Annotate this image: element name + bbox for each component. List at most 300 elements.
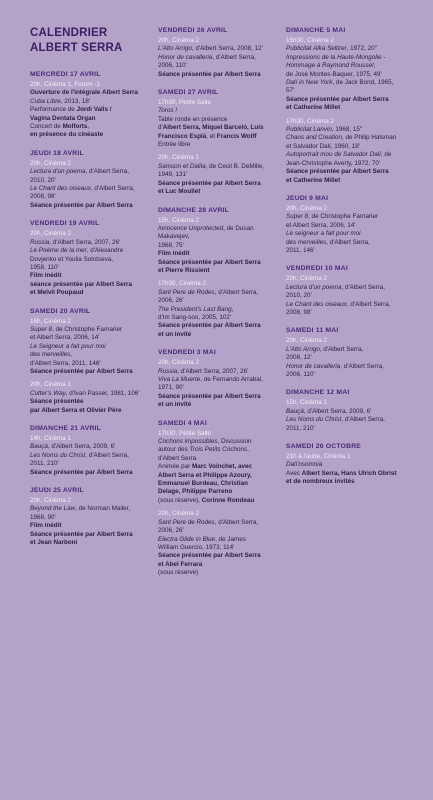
event-date: VENDREDI 19 AVRIL [30,220,100,228]
event-day [158,348,286,409]
screening-line [286,292,414,300]
screening-line [30,368,158,376]
event-day [158,88,286,196]
screening-line [158,171,286,179]
screening-line [30,193,158,201]
screening-line [158,552,286,560]
screening-time-venue: 20h, Cinéma 2 [158,510,199,518]
screening-line [158,289,286,297]
detail-text: , de Cecil B. DeMille, [205,162,265,170]
screening-line [158,527,286,535]
event-day [286,264,414,317]
detail-text: , de Jack Bond, 1965, [332,79,394,87]
detail-text: , d'Alexandre [86,247,124,255]
screening-line [286,96,414,104]
film-title: Honor de cavalleria [286,362,341,370]
detail-text: , de [380,151,392,159]
screening [30,160,158,210]
screening-line [30,539,158,547]
screening [158,510,286,577]
highlight-text: Séance présentée par Albert Serra [30,201,133,209]
highlight-text: Marc Voinchet, avec [191,463,253,471]
screening-time-venue: 20h, Cinéma 2 [286,204,327,212]
screening-time-venue: 15h30, Cinéma 2 [286,37,334,44]
screening-time-venue: 20h, Cinéma 2 [286,337,327,345]
screening-line [286,126,414,134]
event-date: SAMEDI 27 AVRIL [158,89,219,97]
screening-line [158,107,286,115]
screening-line [30,469,158,477]
screening-time-venue: 17h30, Cinéma 2 [158,280,206,288]
screening-line [286,354,414,362]
screening-time-venue: 20h, Cinéma 1, Forum -1 [30,81,100,88]
highlight-text: et Abel Ferrara [158,560,203,568]
event-day [30,307,158,415]
screening-line [30,407,158,415]
screening-line [286,416,414,424]
highlight-text: Séance présentée par Albert Serra [30,530,133,538]
screening [286,453,414,487]
event-day [30,486,158,547]
detail-text: et Albert Serra, 2006, 14' [286,221,356,229]
screening-line [286,371,414,379]
detail-text: et Albert Serra, 2006, 14' [30,334,100,342]
screening-line [286,461,414,469]
screening-time-venue: 15h, Cinéma 1 [286,399,327,407]
film-title: Dalí'nsomnia [286,461,323,469]
screening-line [286,143,414,151]
screening-line [30,522,158,530]
event-day [158,26,286,79]
film-title: Le Poème de la mer [30,247,87,255]
screening-time-venue: 14h, Cinéma 1 [30,435,71,442]
screening [30,81,158,140]
detail-text: 2008, 98' [30,193,56,201]
highlight-text: Vagina Dentata Organ [30,114,96,122]
screening-line [286,160,414,168]
highlight-text: Francis Wolff [216,132,257,140]
film-title: Cochons impossibles [158,438,218,446]
highlight-text: Séance présentée par Albert Serra [158,552,261,560]
detail-text: (sous réserve) [158,569,199,577]
detail-text: , de Christophe Farnarier [52,325,123,333]
highlight-text: Delage, Philippe Parreno [158,488,233,496]
detail-text: , d'Albert Serra, [341,283,386,291]
event-date: SAMEDI 4 MAI [158,419,207,427]
screening-line [30,264,158,272]
screening-time-venue: 20h, Cinéma 1 [30,381,71,389]
highlight-text: Francisco Esplá [158,132,207,140]
screening-line [30,202,158,210]
screening-time-venue: 20h, Cinéma 1 [158,154,199,162]
screening-line [158,463,286,471]
detail-text: de José Montes-Baquer, 1975, 49' [286,70,382,78]
screening-line [158,384,286,392]
screening [158,37,286,79]
screening-line [158,488,286,496]
detail-text: , d'Albert Serra, [326,238,370,246]
highlight-text: par Albert Serra et Olivier Père [30,406,122,414]
screening-line [30,239,158,247]
event-day [30,424,158,477]
screening-line [286,71,414,79]
screening-line [158,267,286,275]
detail-text: , d'Albert Serra, 2009, 6' [303,407,372,415]
film-title: Le Chant des oiseaux [286,300,347,308]
column-events [286,26,414,487]
detail-text: Table ronde en présence [158,115,228,123]
film-title: Samson et Dalila [158,162,206,170]
screening-line [158,306,286,314]
event-date: SAMEDI 20 AVRIL [30,307,91,315]
screening-line [158,368,286,376]
event-date: SAMEDI 11 MAI [286,327,339,335]
screening-time-venue: 15h, Cinéma 2 [158,216,199,224]
screening-line [158,393,286,401]
film-title: Autoportrait mou de Salvador Dalí [286,151,381,159]
film-title: L'Alto Arrigo [158,45,192,53]
screening-line [286,230,414,238]
detail-text: 2010, 20' [286,292,312,300]
screening-line [158,180,286,188]
detail-text: , d'Albert Serra, 2007, 26' [49,238,121,246]
highlight-text: Séance présentée par Albert Serra [30,367,133,375]
event-day [286,388,414,433]
detail-text: William Guercio, 1973, 114' [158,543,235,551]
film-title: des merveilles [30,351,71,359]
screening-line [158,569,286,577]
highlight-text: et Luc Moullet [158,188,201,196]
screening-line [30,256,158,264]
highlight-text: Séance présentée par Albert Serra [158,179,261,187]
event-date: VENDREDI 3 MAI [158,349,216,357]
detail-text: 2008, 12' [286,354,312,362]
screening-line [158,314,286,322]
screening-line [158,225,286,233]
detail-text: 2006, 110' [158,62,187,70]
screening [158,280,286,339]
event-day [286,194,414,255]
event-date: DIMANCHE 12 MAI [286,389,350,397]
event-day [30,149,158,210]
detail-text: 1949, 131' [158,171,188,179]
screening [286,37,414,113]
highlight-text: séance présentée par Albert Serra [30,280,132,288]
calendar-column-2 [158,26,286,587]
event-date: VENDREDI 26 AVRIL [158,27,228,34]
highlight-text: Molforts [62,123,88,131]
screening-time-venue: 16h, Cinéma 2 [30,317,71,325]
screening-line [286,134,414,142]
film-title: Cuba Libre [30,97,61,105]
detail-text: , [231,305,234,313]
detail-text: , de Christophe Farnarier [308,213,379,221]
event-date: SAMEDI 26 OCTOBRE [286,443,362,451]
screening [286,118,414,185]
screening-line [30,326,158,334]
film-title: Innocence Unprotected [158,224,224,232]
highlight-text: Albert Serra, Miquel Barceló, Luis [162,124,264,132]
highlight-text: Film inédit [158,250,190,258]
screening-line [158,497,286,505]
detail-text: , d'Albert Serra, [341,416,385,424]
detail-text: Dovjenko et Youlia Solntseva, [30,255,113,263]
event-day [286,442,414,487]
highlight-text: Albert Serra, Hans Ulrich Obrist [301,469,397,477]
detail-text: , de James [215,535,246,543]
screening-line [158,54,286,62]
detail-text: d'Albert Serra [158,454,197,462]
screening-line [158,259,286,267]
screening-line [286,247,414,255]
screening-line [158,480,286,488]
screening-line [286,346,414,354]
film-title: Russia [158,367,178,375]
film-title: Impressions de la Haute-Mongolie - [286,53,386,61]
screening-line [158,455,286,463]
screening [286,337,414,379]
detail-text: 1958, 110' [30,263,59,271]
highlight-text: Séance présentée par Albert Serra [158,322,261,330]
highlight-text: Séance présentée par Albert Serra [158,258,261,266]
screening-line [30,505,158,513]
film-title: Chaos and Creation [286,134,343,142]
page-title-line: CALENDRIER [30,27,108,39]
detail-text: , de Philip Halsman [342,134,397,142]
screening-line [30,343,158,351]
highlight-text: Film inédit [30,272,62,280]
screening-line [30,106,158,114]
screening [30,230,158,297]
detail-text: , d'Ivan Passer, 1981, 106' [65,389,140,397]
film-title: Cutter's Way [30,389,66,397]
screening-line [30,452,158,460]
film-title: Le seigneur a fait pour moi [286,230,361,238]
highlight-text: et Melvil Poupaud [30,289,84,297]
film-title: Le Chant des oiseaux [30,185,91,193]
screening-line [158,519,286,527]
screening-line [158,297,286,305]
screening-line [286,151,414,159]
detail-text: , d'Albert Serra, [90,185,135,193]
detail-text: Avec [286,469,302,477]
screening-line [158,124,286,132]
screening-line [30,131,158,139]
screening [158,359,286,409]
detail-text: d'Albert Serra, 2011, 146' [30,359,101,367]
screening-line [158,250,286,258]
detail-text: , d'Albert Serra, [214,288,259,296]
screening [30,497,158,547]
film-title: Russia [30,238,50,246]
screening-time-venue: 20h, Cinéma 2 [30,159,71,167]
column-events [30,70,158,547]
screening-line [158,71,286,79]
screening-line [30,460,158,468]
screening-time-venue: 17h30, Petite Salle [158,99,211,107]
screening-line [286,425,414,433]
screening-line [286,478,414,486]
detail-text: , [247,446,249,454]
detail-text: autour des [158,446,190,454]
detail-text: 2006, 26' [158,297,184,305]
film-title: Bauçà [286,407,304,415]
screening-line [286,45,414,53]
highlight-text: et Catherine Millet [286,176,341,184]
event-date: VENDREDI 10 MAI [286,265,348,273]
highlight-text: Séance présentée par Albert Serra [158,392,261,400]
screening [30,381,158,415]
detail-text: , [70,351,72,359]
film-title: Hommage à Raymond Roussel [286,62,374,70]
detail-text: , de Fernando Arrabal, [200,376,263,383]
screening-line [158,544,286,552]
detail-text: d' [158,124,163,132]
screening-line [286,87,414,95]
calendar-column-1 [30,26,158,556]
event-date: JEUDI 18 AVRIL [30,149,84,157]
detail-text: , 1972, 20'' [346,45,378,53]
film-title: Publicitat Lanvin [286,126,332,134]
detail-text: Entrée libre [158,141,191,149]
screening-line [286,79,414,87]
detail-text: , d'Albert Serra, [319,345,364,353]
calendar-column-3 [286,26,414,496]
event-date: DIMANCHE 5 MAI [286,27,346,34]
screening-line [30,514,158,522]
screening-line [30,123,158,131]
screening-line [286,62,414,70]
screening [286,205,414,255]
highlight-text: Séance présentée par Albert Serra [158,70,261,78]
screening-line [158,188,286,196]
event-day [286,326,414,379]
detail-text: Jean-Christophe Averty, 1972, 70' [286,159,381,167]
film-title: Publicitat Alka Seltzer [286,45,347,53]
detail-text: 1968, 90' [30,513,56,521]
screening-line [286,284,414,292]
film-title: Dalí in New York [286,79,333,87]
event-date: DIMANCHE 28 AVRIL [158,206,229,214]
screening-line [158,536,286,544]
detail-text: , Discussion [217,438,252,446]
screening-line [158,322,286,330]
highlight-text: Séance présentée [30,398,84,406]
screening-line [30,272,158,280]
film-title: Toros ! [158,107,178,115]
screening-line [30,289,158,297]
film-title: Le Seigneur a fait pour moi [30,342,106,350]
screening-line [30,177,158,185]
detail-text: , de Dusan [223,224,254,232]
detail-text: , de Norman Mailer, [75,505,131,513]
film-title: Les Noms du Christ [286,416,342,424]
detail-text: , d'Albert Serra, [85,168,130,176]
detail-text: , d'Albert Serra, [85,451,129,459]
screening-line [286,104,414,112]
screening-line [158,133,286,141]
highlight-text: Séance présentée par Albert Serra [286,168,389,176]
screening-line [286,222,414,230]
screening-line [30,531,158,539]
screening-line [286,301,414,309]
screening-time-venue: 17h30, Cinéma 2 [286,117,334,125]
detail-text: 57' [286,87,295,95]
detail-text: , [87,123,90,131]
screening-line [286,213,414,221]
detail-text: , 2013, 18' [60,97,91,105]
highlight-text: Emmanuel Burdeau, Christian [158,480,248,488]
screening-line [30,360,158,368]
film-title: L'Alto Arrigo [286,345,320,353]
highlight-text: et un invité [158,330,192,338]
screening-line [286,408,414,416]
film-title: Lectura d'un poema [286,283,342,291]
film-title: Bauçà [30,443,48,451]
page-title-line: ALBERT SERRA [30,42,123,54]
detail-text: 2006, 110' [286,371,315,378]
detail-text: Animée par [158,463,192,471]
event-day [286,26,414,185]
detail-text: , d'Albert Serra, 2007, 26' [177,367,249,375]
screening-line [286,239,414,247]
screening-line [158,331,286,339]
detail-text: 1968, 75' [158,241,184,249]
detail-text: d'Im Sang-soo, 2005, 102' [158,313,232,321]
film-title: Sant Pere de Rodes [158,518,215,526]
screening-line [286,54,414,62]
film-title: Super 8 [286,213,309,221]
highlight-text: en présence du cinéaste [30,131,104,139]
screening-line [30,334,158,342]
screening-time-venue: 20h, Cinéma 2 [158,359,199,367]
screening-line [286,309,414,317]
highlight-text: Ouverture de l'intégrale Albert Serra [30,89,138,97]
screening-line [158,45,286,53]
film-title: Honor de cavalleria [158,53,213,61]
detail-text: (sous réserve), [158,496,202,504]
highlight-text: et Pierre Rissient [158,266,210,274]
highlight-text: et un invité [158,401,192,409]
event-date: JEUDI 25 AVRIL [30,487,84,495]
screening-time-venue: 21h à l'aube, Cinéma 1 [286,453,351,461]
film-title: The President's Last Bang [158,305,232,313]
screening-line [158,401,286,409]
detail-text: Concert de [30,123,63,131]
screening-line [158,438,286,446]
screening-line [158,376,286,384]
detail-text: 1971, 90' [158,384,184,392]
screening-line [30,247,158,255]
screening-line [158,233,286,241]
screening [158,99,286,149]
screening [158,154,286,196]
screening-line [30,398,158,406]
screening-line [286,470,414,478]
film-title: Super 8 [30,325,53,333]
screening-line [30,443,158,451]
screening [286,275,414,317]
film-title: Sant Pere de Rodes [158,288,215,296]
screening [30,318,158,377]
screening-line [158,446,286,454]
film-title: des merveilles [286,238,327,246]
screening [30,435,158,477]
screening-line [30,390,158,398]
screening-line [158,561,286,569]
film-title: Trois Petits Cochons [189,446,248,454]
film-title: Viva La Muerte [158,376,201,383]
